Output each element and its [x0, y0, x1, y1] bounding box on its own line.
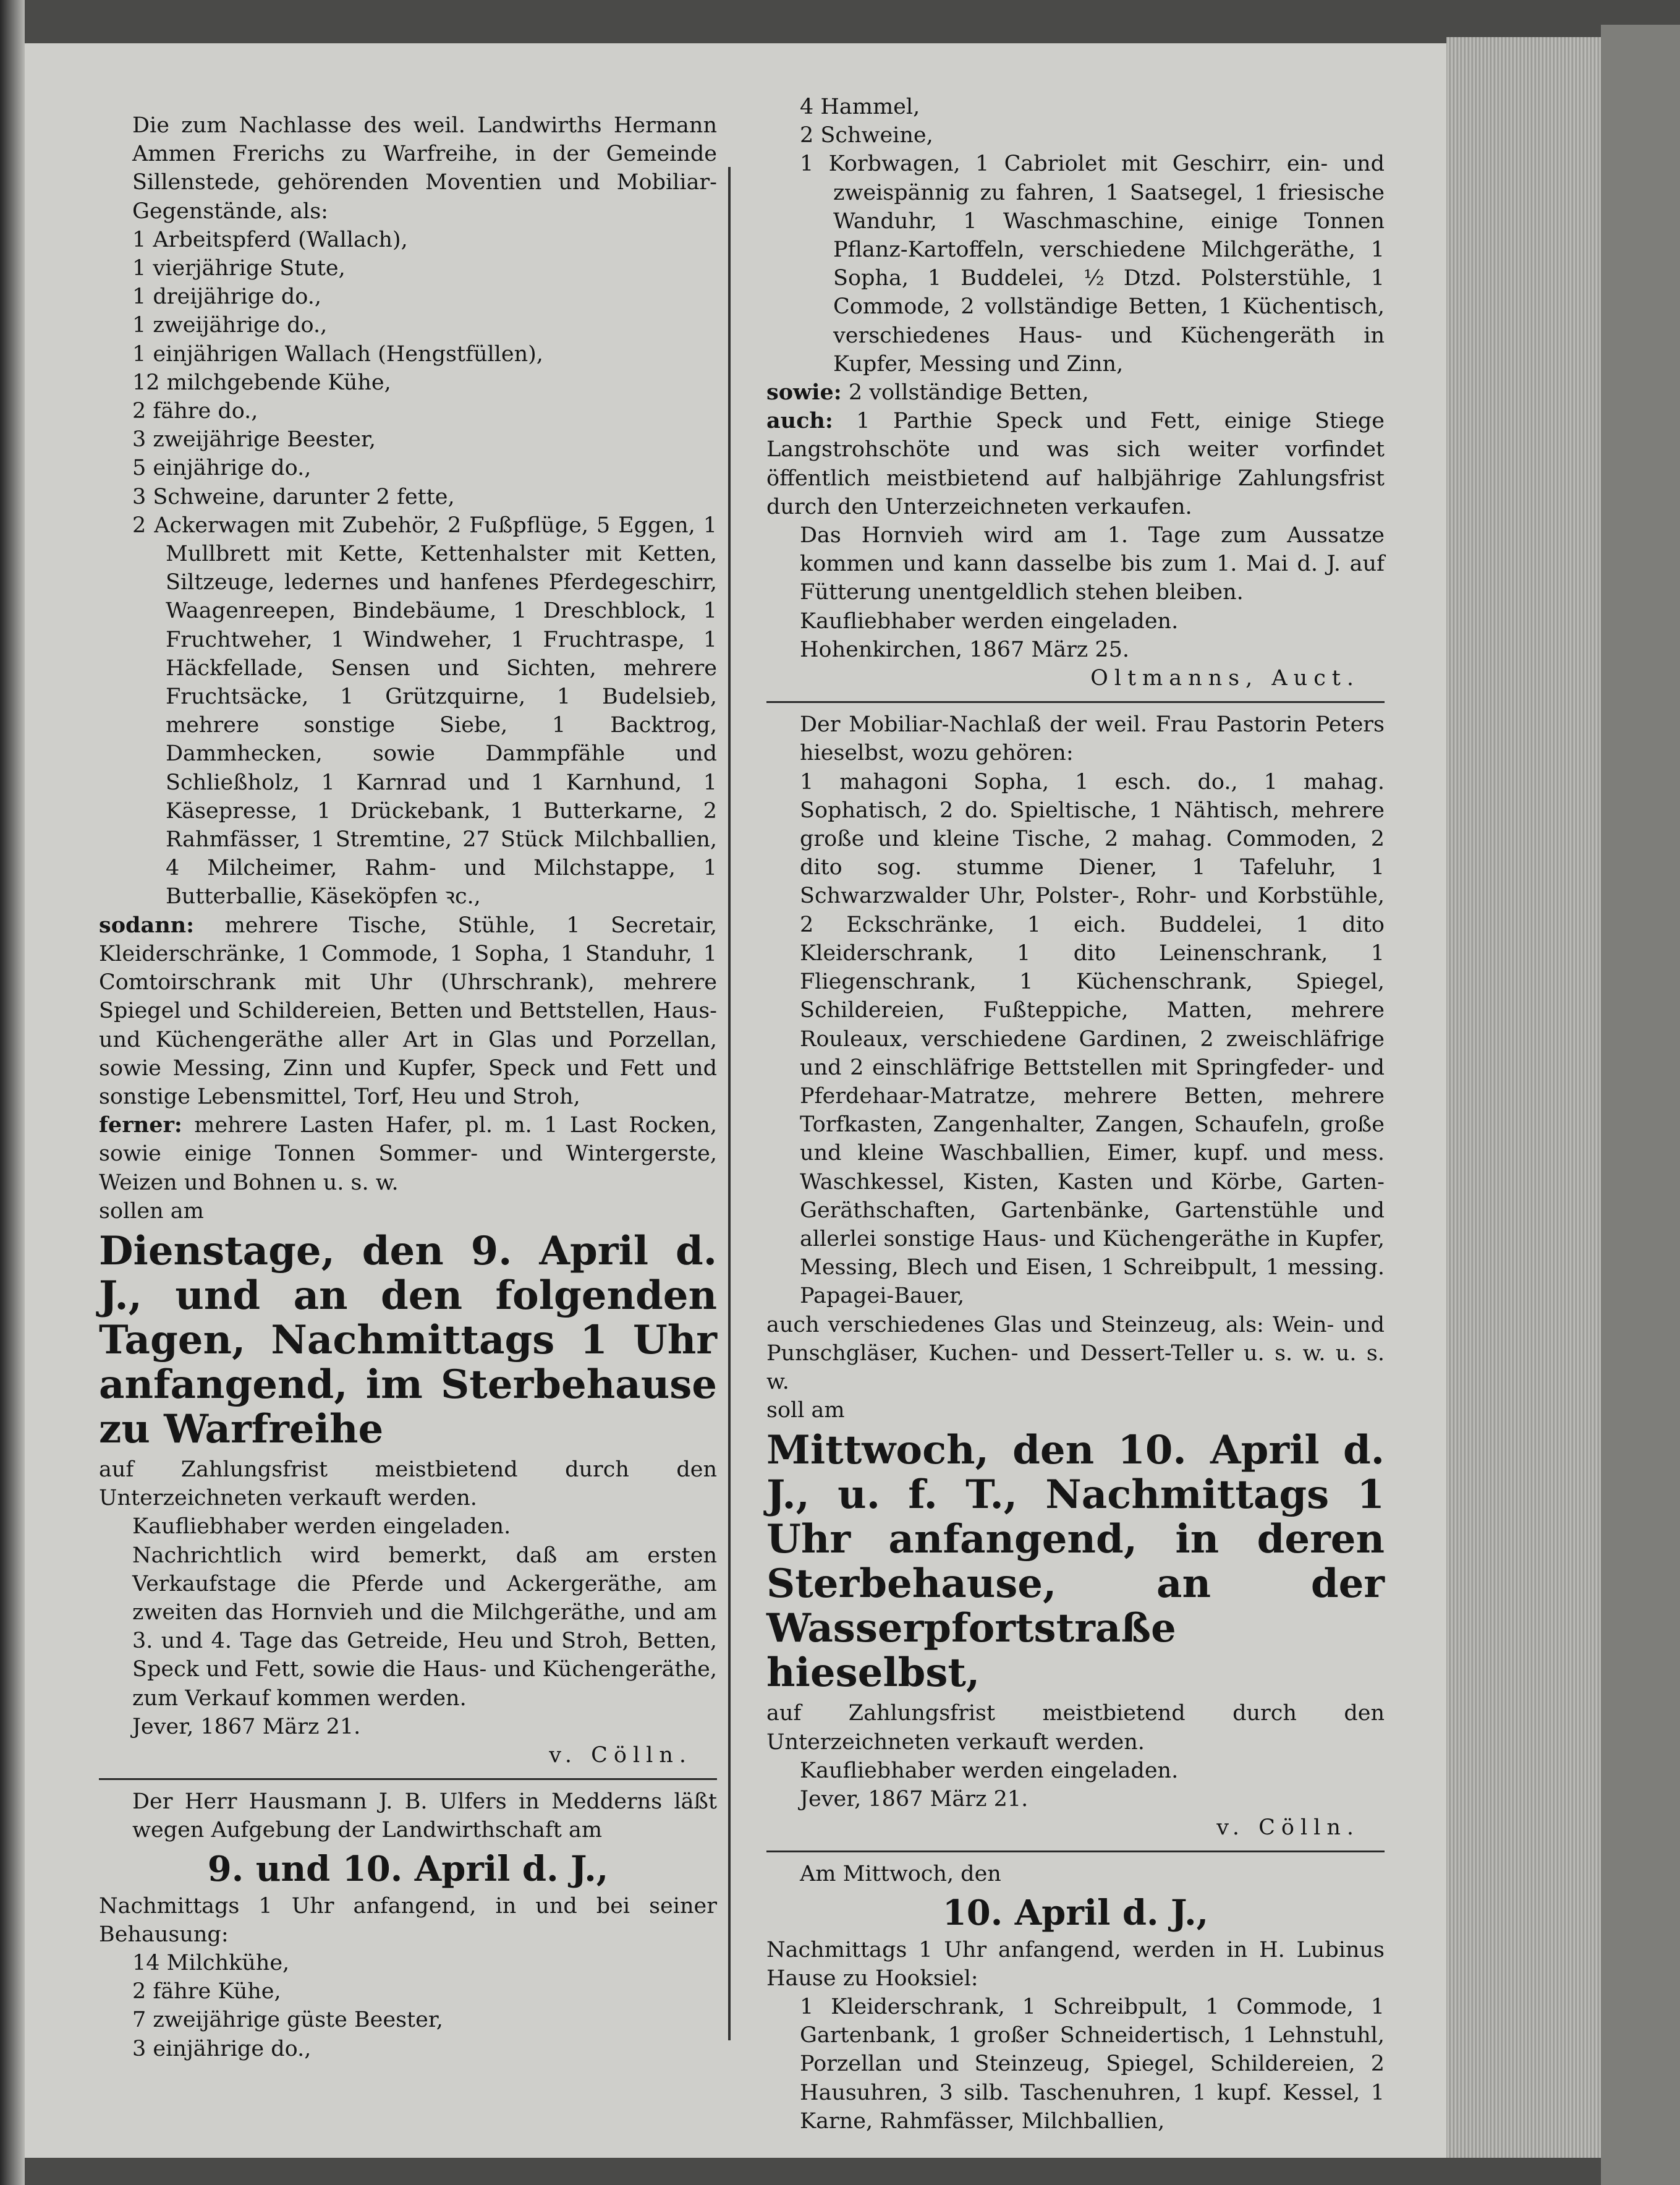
notice-intro: Der Mobiliar-Nachlaß der weil. Frau Pastorin Peters hieselbst, wozu gehören: — [800, 712, 1385, 766]
list-item: 1 zweijährige do., — [132, 313, 328, 338]
list-item: 2 Ackerwagen mit Zubehör, 2 Fußpflüge, 5 Eggen, 1 Mullbrett mit Kette, Kettenhalster mit Ketten, Siltzeuge, ledernes und hanfenes Pferdegeschirr, Waagenreepen, Bindebäume, 1 Dreschblock, 1 Fruchtweher, 1 Windweher, 1 Fruchtraspe, 1 Häckfellade, Sensen und Sichten, mehrere Fruchtsäcke, 1 Grützquirne, 1 Budelsieb, mehrere sonstige Siebe, 1 Backtrog, Dammhecken, sowie Dammpfähle und Schließholz, 1 Karnrad und 1 Karnhund, 1 Käsepresse, 1 Drückebank, 1 Butterkarne, 2 Rahmfässer, 1 Stremtine, 27 Stück Milchballien, 4 Milcheimer, Rahm- und Milchstappe, 1 Butterballie, Käseköpfen ꝛc., — [132, 513, 717, 909]
sodann-paragraph — [99, 911, 717, 1111]
signature: Oltmanns, Auct. — [1090, 666, 1360, 691]
notice-separator — [766, 701, 1385, 703]
list-item: 14 Milchkühe, — [132, 1950, 290, 1975]
list-item: 1 einjährigen Wallach (Hengstfüllen), — [132, 341, 543, 367]
column-divider — [728, 167, 731, 2040]
sollen-line: sollen am — [99, 1198, 204, 1224]
notice-separator — [766, 1851, 1385, 1852]
notice-ulfers — [99, 1787, 717, 2063]
notice-separator — [99, 1778, 717, 1780]
list-item: 5 einjährige do., — [132, 456, 312, 481]
soll-line: soll am — [766, 1398, 845, 1423]
sodann-label: sodann: — [99, 912, 195, 938]
list-item: 1 dreijährige do., — [132, 284, 321, 310]
list-item: 1 vierjährige Stute, — [132, 256, 346, 281]
sale-date: 9. und 10. April d. J., — [207, 1848, 609, 1889]
ferner-paragraph — [99, 1111, 717, 1197]
sale-time: Nachmittags 1 Uhr anfangend, werden in H. Lubinus Hause zu Hooksiel: — [766, 1937, 1385, 1991]
sale-date: 10. April d. J., — [942, 1892, 1209, 1933]
place-date: Jever, 1867 März 21. — [132, 1714, 361, 1739]
item-list: 1 Kleiderschrank, 1 Schreibpult, 1 Commode, 1 Gartenbank, 1 großer Schneidertisch, 1 Lehnstuhl, Porzellan und Steinzeug, Spiegel, Schildereien, 2 Hausuhren, 3 silb. Taschenuhren, 1 kupf. Kessel, 1 Karne, Rahmfässer, Milchballien, — [800, 1994, 1385, 2134]
notice-intro: Am Mittwoch, den — [800, 1862, 1001, 1887]
notice-intro: Die zum Nachlasse des weil. Landwirths Hermann Ammen Frerichs zu Warfreihe, in der Gemeinde Sillenstede, gehörenden Moventien und Mobiliar-Gegenstände, als: — [132, 113, 717, 224]
left-column — [99, 111, 717, 2063]
list-item: 4 Hammel, — [800, 95, 920, 119]
sale-terms: auf Zahlungsfrist meistbietend durch den Unterzeichneten verkauft werden. — [99, 1457, 717, 1511]
place-date: Jever, 1867 März 21. — [800, 1786, 1029, 1812]
sale-time: Nachmittags 1 Uhr anfangend, in und bei seiner Behausung: — [99, 1893, 717, 1947]
list-item: 1 Korbwagen, 1 Cabriolet mit Geschirr, ein- und zweispännig zu fahren, 1 Saatsegel, 1 friesische Wanduhr, 1 Waschmaschine, einige Tonnen Pflanz-Kartoffeln, verschiedene Milchgeräthe, 1 Sopha, 1 Buddelei, ½ Dtzd. Polsterstühle, 1 Commode, 2 vollständige Betten, 1 Küchentisch, verschiedenes Haus- und Küchengeräth in Kupfer, Messing und Zinn, — [800, 151, 1385, 377]
buyers-invited: Kaufliebhaber werden eingeladen. — [132, 1514, 511, 1540]
sale-headline: Mittwoch, den 10. April d. J., u. f. T., Nachmittags 1 Uhr anfangend, in deren Sterbehause, an der Wasserpfortstraße hieselbst, — [766, 1427, 1385, 1697]
book-cover-edge — [1601, 25, 1680, 2185]
hornvieh-note: Das Hornvieh wird am 1. Tage zum Aussatze kommen und kann dasselbe bis zum 1. Mai d. J. auf Fütterung unentgeldlich stehen bleiben. — [800, 523, 1385, 605]
notice-peters — [766, 710, 1385, 1842]
sale-headline: Dienstage, den 9. April d. J., und an den folgenden Tagen, Nachmittags 1 Uhr anfangend, im Sterbehause zu Warfreihe — [99, 1227, 717, 1452]
also-line: auch verschiedenes Glas und Steinzeug, als: Wein- und Punschgläser, Kuchen- und Dessert-Teller u. s. w. u. s. w. — [766, 1312, 1385, 1394]
buyers-invited: Kaufliebhaber werden eingeladen. — [800, 608, 1179, 634]
signature: v. Cölln. — [1216, 1815, 1360, 1841]
sowie-paragraph — [766, 378, 1385, 407]
place-date: Hohenkirchen, 1867 März 25. — [800, 637, 1130, 662]
sowie-label: sowie: — [766, 380, 842, 406]
page-stack-edge — [1446, 37, 1601, 2158]
book-gutter — [0, 0, 25, 2185]
list-item: 2 Schweine, — [800, 123, 933, 148]
right-column — [766, 93, 1385, 2136]
list-item: 2 fähre Kühe, — [132, 1979, 281, 2004]
notice-intro: Der Herr Hausmann J. B. Ulfers in Medderns läßt wegen Aufgebung der Landwirthschaft am — [132, 1789, 717, 1843]
sowie-text: 2 vollständige Betten, — [848, 380, 1089, 406]
ferner-text: mehrere Lasten Hafer, pl. m. 1 Last Rocken, sowie einige Tonnen Sommer- und Wintergerste, Weizen und Bohnen u. s. w. — [99, 1113, 717, 1195]
list-item: 3 einjährige do., — [132, 2036, 312, 2061]
notice-frerichs — [99, 111, 717, 1770]
list-item: 3 Schweine, darunter 2 fette, — [132, 484, 455, 509]
sale-note: Nachrichtlich wird bemerkt, daß am ersten Verkaufstage die Pferde und Ackergeräthe, am zweiten das Hornvieh und die Milchgeräthe, und am 3. und 4. Tage das Getreide, Heu und Stroh, Betten, Speck und Fett, sowie die Haus- und Küchengeräthe, zum Verkauf kommen werden. — [132, 1543, 717, 1711]
buyers-invited: Kaufliebhaber werden eingeladen. — [800, 1758, 1179, 1783]
list-item: 12 milchgebende Kühe, — [132, 370, 391, 395]
item-list: 1 mahagoni Sopha, 1 esch. do., 1 mahag. Sophatisch, 2 do. Spieltische, 1 Nähtisch, mehrere große und kleine Tische, 2 mahag. Commoden, 2 dito sog. stumme Diener, 1 Tafeluhr, 1 Schwarzwalder Uhr, Polster-, Rohr- und Korbstühle, 2 Eckschränke, 1 eich. Buddelei, 1 dito Kleiderschrank, 1 dito Leinenschrank, 1 Fliegenschrank, 1 Küchenschrank, Spiegel, Schildereien, Fußteppiche, Matten, mehrere Rouleaux, verschiedene Gardinen, 2 zweischläfrige und 2 einschläfrige Bettstellen mit Springfeder- und Pferdehaar-Matratze, mehrere Betten, mehrere Torfkasten, Zangenhalter, Zangen, Schaufeln, große und kleine Waschballien, Eimer, kupf. und mess. Waschkessel, Kisten, Kasten und Körbe, Garten-Geräthschaften, Gartenbänke, Gartenstühle und allerlei sonstige Haus- und Küchengeräthe in Kupfer, Messing, Blech und Eisen, 1 Schreibpult, 1 messing. Papagei-Bauer, — [800, 769, 1385, 1309]
list-item: 1 Arbeitspferd (Wallach), — [132, 227, 408, 252]
sodann-text: mehrere Tische, Stühle, 1 Secretair, Kleiderschränke, 1 Commode, 1 Sopha, 1 Standuhr, 1 Comtoirschrank mit Uhr (Uhrschrank), mehrere Spiegel und Schildereien, Betten und Bettstellen, Haus- und Küchengeräthe aller Art in Glas und Porzellan, sowie Messing, Zinn und Kupfer, Speck und Fett und sonstige Lebensmittel, Torf, Heu und Stroh, — [99, 913, 717, 1109]
notice-ulfers-continued — [766, 93, 1385, 692]
list-item: 7 zweijährige güste Beester, — [132, 2008, 443, 2033]
auch-label: auch: — [766, 408, 833, 434]
list-item: 3 zweijährige Beester, — [132, 427, 376, 453]
notice-lubinus — [766, 1860, 1385, 2136]
auch-paragraph — [766, 407, 1385, 521]
auch-text: 1 Parthie Speck und Fett, einige Stiege Langstrohschöte und was sich weiter vorfindet öffentlich meistbietend auf halbjährige Zahlungsfrist durch den Unterzeichneten verkaufen. — [766, 409, 1385, 519]
signature: v. Cölln. — [549, 1742, 692, 1768]
sale-terms: auf Zahlungsfrist meistbietend durch den Unterzeichneten verkauft werden. — [766, 1701, 1385, 1755]
ferner-label: ferner: — [99, 1112, 182, 1138]
list-item: 2 fähre do., — [132, 399, 258, 424]
